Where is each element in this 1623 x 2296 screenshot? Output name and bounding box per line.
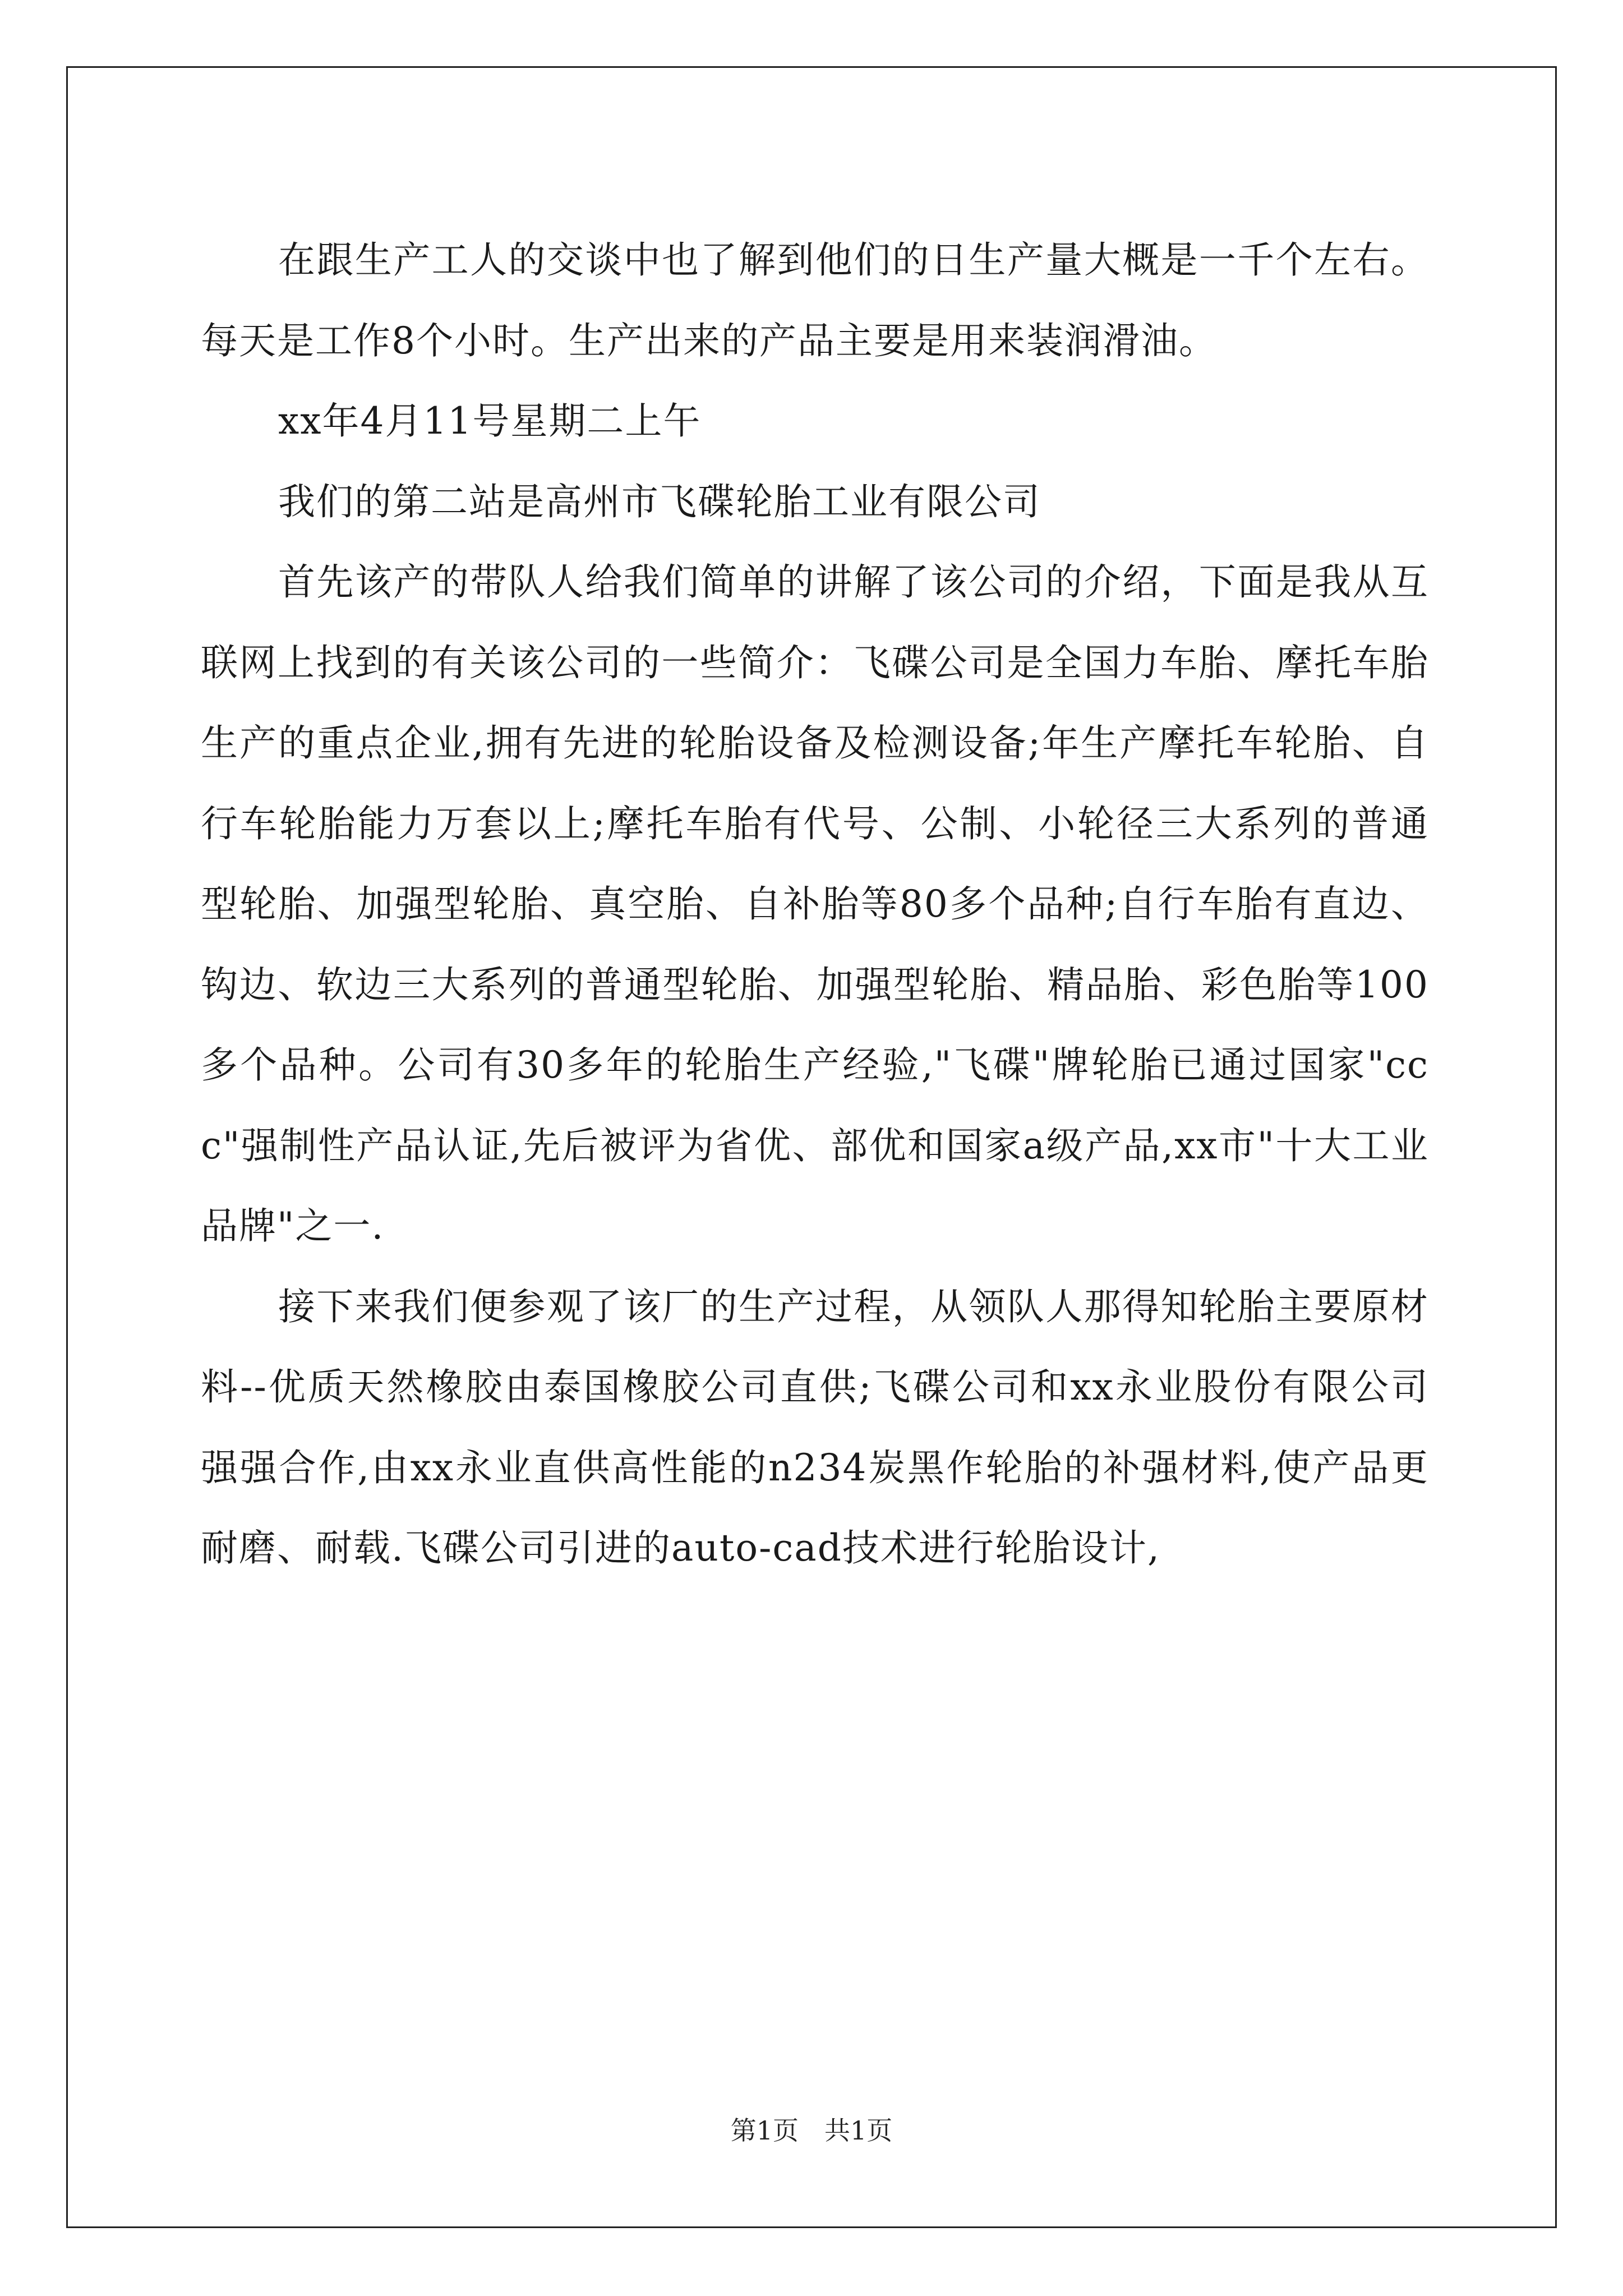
document-body <box>201 220 1429 1589</box>
page-total: 共1页 <box>824 2115 893 2146</box>
page-footer <box>0 2114 1623 2147</box>
paragraph-second-stop: 我们的第二站是高州市飞碟轮胎工业有限公司 <box>278 480 1041 523</box>
paragraph-production-process: 接下来我们便参观了该厂的生产过程，从领队人那得知轮胎主要原材料--优质天然橡胶由泰国橡胶公司直供;飞碟公司和xx永业股份有限公司强强合作,由xx永业直供高性能的n234炭黑作轮胎的补强材料,使产品更耐磨、耐载.飞碟公司引进的auto-cad技术进行轮胎设计, <box>201 1285 1429 1570</box>
paragraph-production-talk: 在跟生产工人的交谈中也了解到他们的日生产量大概是一千个左右。每天是工作8个小时。生产出来的产品主要是用来装润滑油。 <box>201 238 1429 362</box>
page-number: 第1页 <box>730 2115 799 2146</box>
paragraph-company-intro: 首先该产的带队人给我们简单的讲解了该公司的介绍，下面是我从互联网上找到的有关该公司的一些简介：飞碟公司是全国力车胎、摩托车胎生产的重点企业,拥有先进的轮胎设备及检测设备;年生产摩托车轮胎、自行车轮胎能力万套以上;摩托车胎有代号、公制、小轮径三大系列的普通型轮胎、加强型轮胎、真空胎、自补胎等80多个品种;自行车胎有直边、钩边、软边三大系列的普通型轮胎、加强型轮胎、精品胎、彩色胎等100多个品种。公司有30多年的轮胎生产经验,"飞碟"牌轮胎已通过国家"ccc"强制性产品认证,先后被评为省优、部优和国家a级产品,xx市"十大工业品牌"之一. <box>201 560 1429 1248</box>
paragraph-date-heading: xx年4月11号星期二上午 <box>278 399 702 443</box>
